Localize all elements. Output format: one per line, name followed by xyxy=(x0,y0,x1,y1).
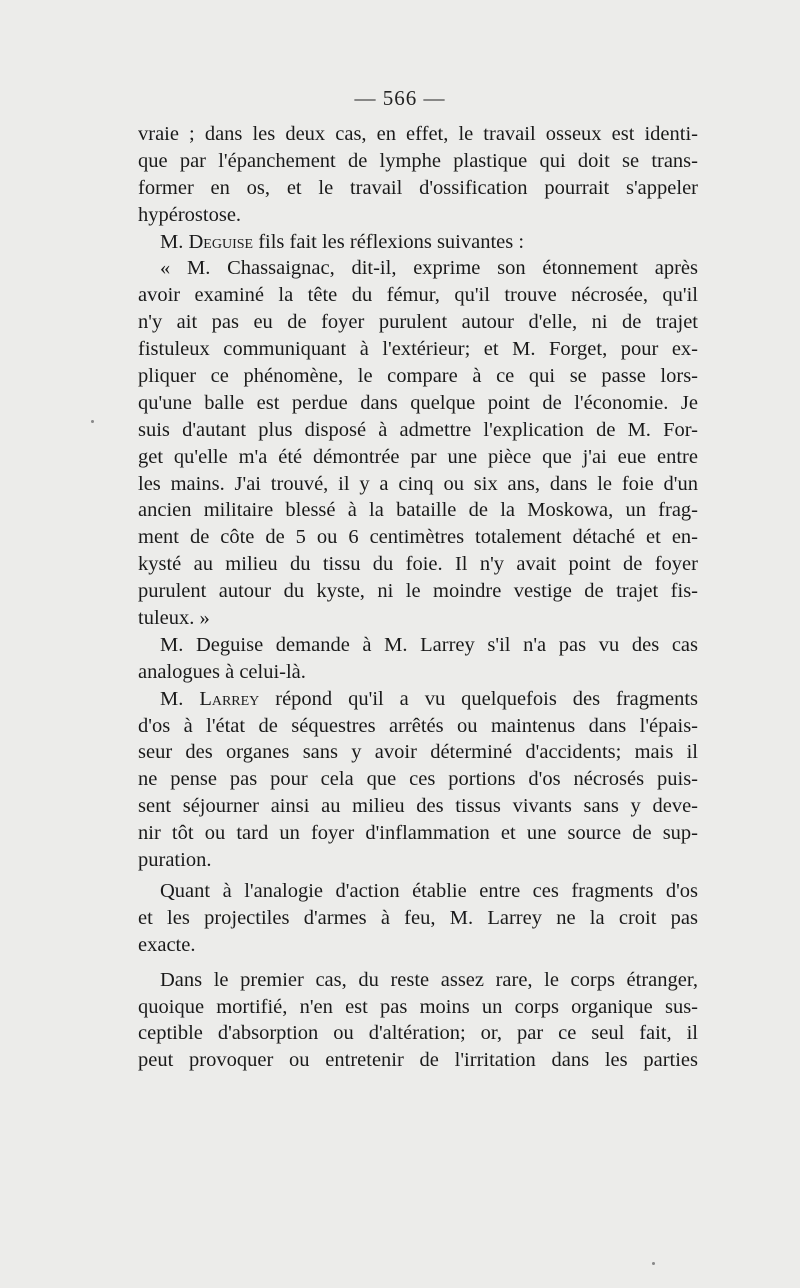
text-line: ceptible d'absorption ou d'altération; or, par ce seul fait, il xyxy=(138,1022,698,1045)
speaker-remainder: fils fait les réflexions suivantes : xyxy=(253,230,525,253)
text-line: peut provoquer ou entretenir de l'irritation dans les parties xyxy=(138,1049,698,1072)
text-line: puration. xyxy=(138,849,212,872)
text-line: d'os à l'état de séquestres arrêtés ou maintenus dans l'épais- xyxy=(138,714,698,737)
paper-speck xyxy=(652,1262,655,1265)
text-line: M. Deguise demande à M. Larrey s'il n'a pas vu des cas xyxy=(160,633,698,656)
text-line: former en os, et le travail d'ossification pourrait s'appeler xyxy=(138,176,698,199)
text-line: n'y ait pas eu de foyer purulent autour d'elle, ni de trajet xyxy=(138,311,698,334)
text-line: « M. Chassaignac, dit-il, exprime son étonnement après xyxy=(160,257,698,280)
speaker-name-larrey xyxy=(199,688,259,710)
speaker-initial: L xyxy=(199,687,212,710)
text-line: purulent autour du kyste, ni le moindre vestige de trajet fis- xyxy=(138,580,698,603)
page-number: — 566 — xyxy=(354,86,446,110)
text-line: tuleux. » xyxy=(138,607,210,630)
text-line: hypérostose. xyxy=(138,203,242,226)
text-line: que par l'épanchement de lymphe plastique qui doit se trans- xyxy=(138,149,698,172)
speaker-remainder: répond qu'il a vu quelquefois des fragments xyxy=(259,687,698,710)
text-line: qu'une balle est perdue dans quelque point de l'économie. Je xyxy=(138,391,698,414)
text-line: nir tôt ou tard un foyer d'inflammation et une source de sup- xyxy=(138,822,698,845)
text-line-deguise xyxy=(138,229,698,256)
body-text xyxy=(138,121,698,1074)
speaker-prefix: M. xyxy=(160,230,189,253)
text-line: les mains. J'ai trouvé, il y a cinq ou six ans, dans le foie d'un xyxy=(138,472,698,495)
text-line: vraie ; dans les deux cas, en effet, le travail osseux est identi- xyxy=(138,123,698,145)
text-line: fistuleux communiquant à l'extérieur; et M. Forget, pour ex- xyxy=(138,338,698,361)
speaker-rest: arrey xyxy=(211,687,260,710)
text-line: Dans le premier cas, du reste assez rare, le corps étranger, xyxy=(160,968,698,991)
text-line: analogues à celui-là. xyxy=(138,660,306,683)
text-line: kysté au milieu du tissu du foie. Il n'y avait point de foyer xyxy=(138,553,698,576)
text-line: ment de côte de 5 ou 6 centimètres totalement détaché et en- xyxy=(138,526,698,549)
text-line: get qu'elle m'a été démontrée par une pièce que j'ai eue entre xyxy=(138,445,698,468)
speaker-prefix: M. xyxy=(160,687,200,710)
paper-speck xyxy=(91,420,94,423)
text-line: quoique mortifié, n'en est pas moins un corps organique sus- xyxy=(138,995,698,1018)
speaker-initial: D xyxy=(188,230,204,253)
speaker-name-deguise xyxy=(188,231,253,253)
text-line: Quant à l'analogie d'action établie entre ces fragments d'os xyxy=(160,879,698,902)
text-line: sent séjourner ainsi au milieu des tissus vivants sans y deve- xyxy=(138,795,698,818)
text-line: seur des organes sans y avoir déterminé d'accidents; mais il xyxy=(138,741,698,764)
text-line: ne pense pas pour cela que ces portions d'os nécrosés puis- xyxy=(138,768,698,791)
text-line: suis d'autant plus disposé à admettre l'explication de M. For- xyxy=(138,418,698,441)
text-line: ancien militaire blessé à la bataille de la Moskowa, un frag- xyxy=(138,499,698,522)
text-line: exacte. xyxy=(138,933,196,956)
speaker-rest: eguise xyxy=(203,230,254,253)
text-line: avoir examiné la tête du fémur, qu'il trouve nécrosée, qu'il xyxy=(138,284,698,307)
text-line: et les projectiles d'armes à feu, M. Larrey ne la croit pas xyxy=(138,906,698,929)
text-line: pliquer ce phénomène, le compare à ce qui se passe lors- xyxy=(138,365,698,388)
text-line-larrey xyxy=(138,686,698,713)
